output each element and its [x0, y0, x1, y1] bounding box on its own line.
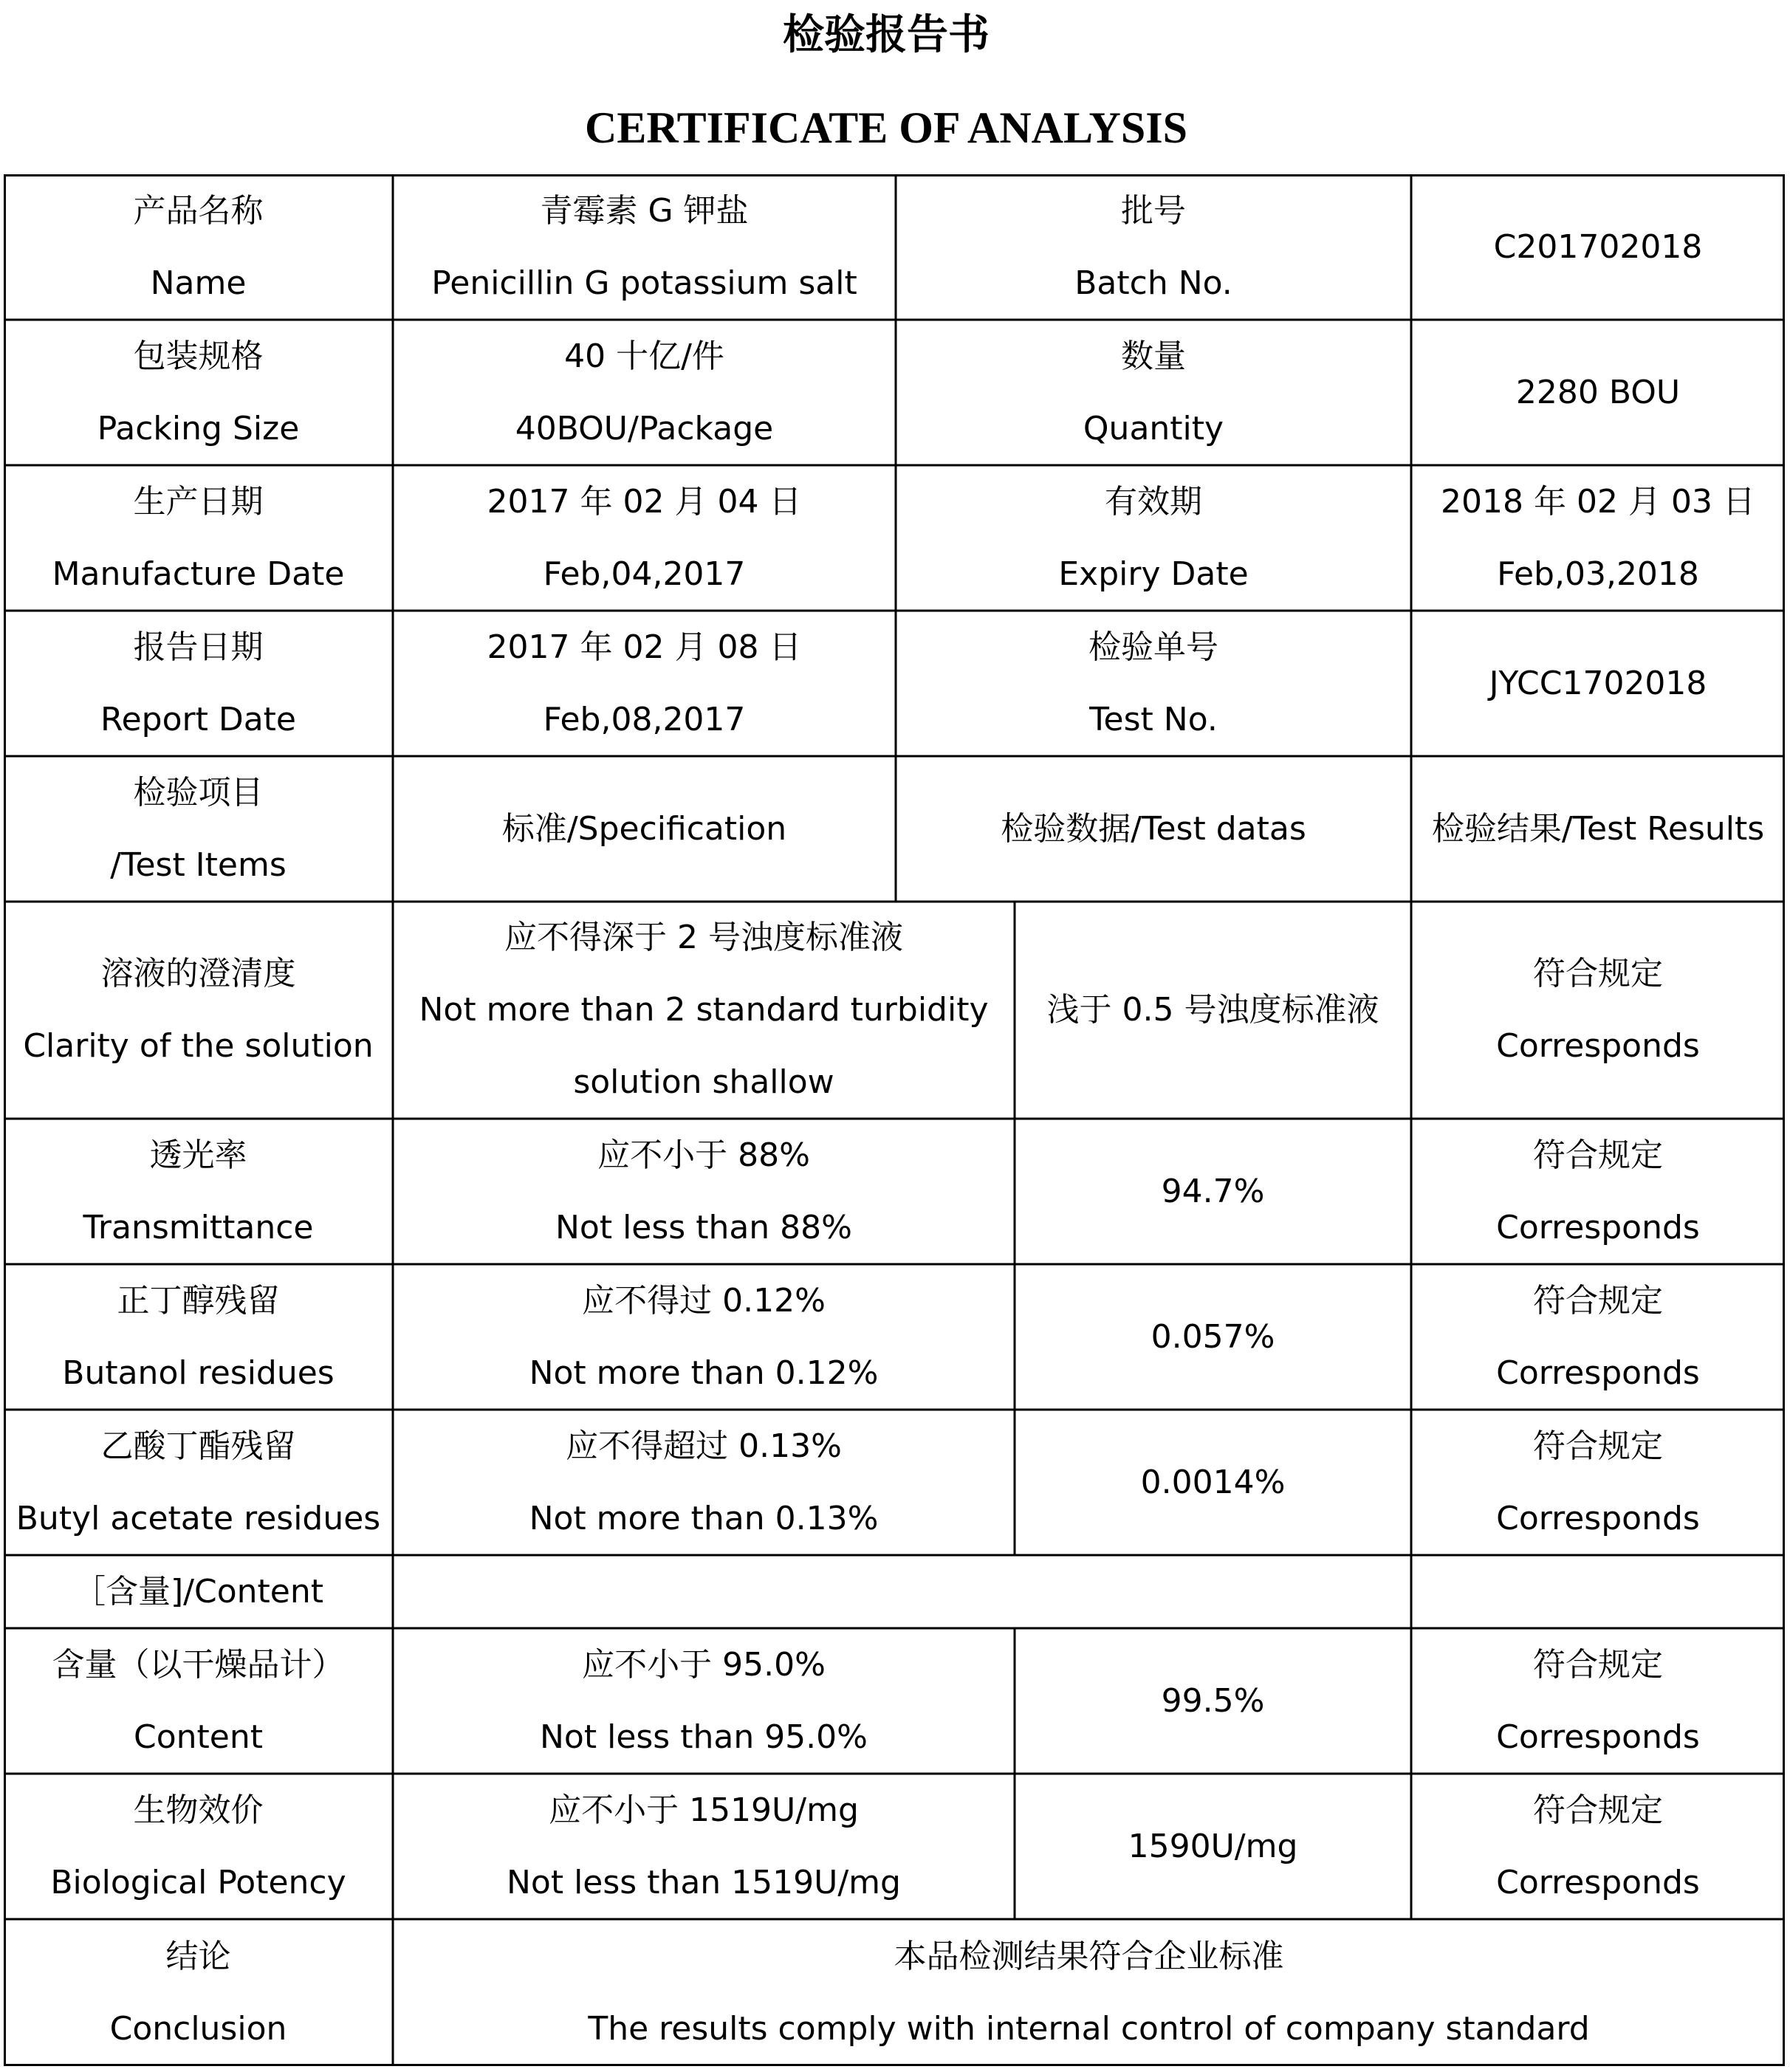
- quantity-label-cn: 数量: [1121, 337, 1186, 375]
- expiry-value-cell: [1411, 465, 1785, 611]
- test-items-header-en: /Test Items: [110, 845, 287, 884]
- content-result-cn: 符合规定: [1533, 1645, 1663, 1684]
- conclusion-text-en: The results comply with internal control of company standard: [588, 2009, 1590, 2048]
- expiry-value-en: Feb,03,2018: [1497, 555, 1699, 593]
- mfg-label-en: Manufacture Date: [52, 555, 345, 593]
- report-label-cn: 报告日期: [133, 628, 264, 666]
- content-data-cell: [1015, 1628, 1411, 1774]
- expiry-label-cell: [896, 465, 1411, 611]
- content-spec-cn: 应不小于 95.0%: [582, 1645, 826, 1684]
- report-label-en: Report Date: [100, 700, 296, 738]
- packing-label-cell: [4, 320, 393, 465]
- butanol-result-cell: [1411, 1264, 1785, 1410]
- content-result-cell: [1411, 1628, 1785, 1774]
- potency-name-en: Biological Potency: [50, 1863, 346, 1901]
- conclusion-label-cn: 结论: [165, 1937, 231, 1975]
- conclusion-text-cell: [393, 1919, 1785, 2066]
- expiry-value-cn: 2018 年 02 月 03 日: [1441, 482, 1755, 521]
- content-section-cell: [4, 1555, 393, 1628]
- document-title-cn: 检验报告书: [783, 11, 990, 59]
- butanol-data-cell: [1015, 1264, 1411, 1410]
- report-value-cn: 2017 年 02 月 08 日: [487, 628, 802, 666]
- name-value-cn: 青霉素 G 钾盐: [540, 191, 749, 230]
- mfg-value-cell: [393, 465, 896, 611]
- potency-spec-cell: [393, 1774, 1015, 1919]
- transmittance-result-cell: [1411, 1119, 1785, 1264]
- specification-header: [393, 756, 896, 902]
- test-items-header-cn: 检验项目: [133, 773, 264, 812]
- butanol-name-en: Butanol residues: [62, 1354, 335, 1392]
- content-data: 99.5%: [1161, 1681, 1265, 1720]
- expiry-label-en: Expiry Date: [1058, 555, 1249, 593]
- batch-label-cell: [896, 174, 1411, 320]
- mfg-label-cell: [4, 465, 393, 611]
- butanol-spec-cn: 应不得过 0.12%: [582, 1281, 826, 1320]
- transmittance-result-cn: 符合规定: [1533, 1136, 1663, 1174]
- butyl-acetate-data-cell: [1015, 1410, 1411, 1555]
- clarity-spec-en-line1: Not more than 2 standard turbidity: [419, 991, 989, 1029]
- batch-label-cn: 批号: [1121, 191, 1186, 230]
- conclusion-label-en: Conclusion: [109, 2009, 287, 2048]
- conclusion-label-cell: [4, 1919, 393, 2066]
- content-spec-cell: [393, 1628, 1015, 1774]
- potency-spec-en: Not less than 1519U/mg: [507, 1863, 901, 1901]
- analysis-table: [4, 174, 1785, 2066]
- testno-label-en: Test No.: [1089, 700, 1218, 738]
- test-data-header-label: 检验数据/Test datas: [1001, 809, 1306, 848]
- potency-result-en: Corresponds: [1496, 1863, 1700, 1901]
- potency-spec-cn: 应不小于 1519U/mg: [549, 1791, 859, 1829]
- testno-value: JYCC1702018: [1489, 664, 1707, 702]
- content-name-cn: 含量（以干燥品计）: [52, 1645, 345, 1684]
- quantity-value: 2280 BOU: [1515, 373, 1681, 411]
- test-results-header: [1411, 756, 1785, 902]
- conclusion-text-cn: 本品检测结果符合企业标准: [894, 1937, 1284, 1975]
- butanol-name-cn: 正丁醇残留: [117, 1281, 280, 1320]
- test-results-header-label: 检验结果/Test Results: [1431, 809, 1765, 848]
- butyl-acetate-result-cell: [1411, 1410, 1785, 1555]
- name-label-en: Name: [150, 264, 247, 302]
- butyl-acetate-spec-cell: [393, 1410, 1015, 1555]
- transmittance-data: 94.7%: [1161, 1172, 1265, 1210]
- quantity-value-cell: [1411, 320, 1785, 465]
- batch-value-cell: [1411, 174, 1785, 320]
- mfg-label-cn: 生产日期: [133, 482, 264, 521]
- potency-name-cell: [4, 1774, 393, 1919]
- butanol-data: 0.057%: [1151, 1317, 1275, 1356]
- name-label-cn: 产品名称: [133, 191, 264, 230]
- content-section-label: ［含量]/Content: [73, 1572, 323, 1610]
- quantity-label-cell: [896, 320, 1411, 465]
- butanol-spec-en: Not more than 0.12%: [529, 1354, 879, 1392]
- report-value-en: Feb,08,2017: [543, 700, 746, 738]
- content-spec-en: Not less than 95.0%: [540, 1718, 868, 1756]
- butyl-acetate-result-en: Corresponds: [1496, 1499, 1700, 1537]
- transmittance-name-cell: [4, 1119, 393, 1264]
- transmittance-spec-cn: 应不小于 88%: [597, 1136, 810, 1174]
- expiry-label-cn: 有效期: [1105, 482, 1202, 521]
- butyl-acetate-spec-en: Not more than 0.13%: [529, 1499, 879, 1537]
- potency-data: 1590U/mg: [1128, 1827, 1298, 1865]
- potency-result-cell: [1411, 1774, 1785, 1919]
- butanol-spec-cell: [393, 1264, 1015, 1410]
- testno-label-cell: [896, 611, 1411, 756]
- mfg-value-en: Feb,04,2017: [543, 555, 746, 593]
- specification-header-label: 标准/Specification: [501, 809, 787, 848]
- batch-label-en: Batch No.: [1074, 264, 1232, 302]
- clarity-name-en: Clarity of the solution: [23, 1027, 374, 1065]
- butyl-acetate-name-en: Butyl acetate residues: [16, 1499, 381, 1537]
- butyl-acetate-data: 0.0014%: [1140, 1463, 1286, 1501]
- transmittance-result-en: Corresponds: [1496, 1208, 1700, 1246]
- clarity-spec-cn: 应不得深于 2 号浊度标准液: [504, 919, 903, 956]
- transmittance-spec-en: Not less than 88%: [555, 1208, 852, 1246]
- potency-data-cell: [1015, 1774, 1411, 1919]
- content-name-en: Content: [134, 1718, 263, 1756]
- butyl-acetate-name-cell: [4, 1410, 393, 1555]
- potency-result-cn: 符合规定: [1533, 1791, 1663, 1829]
- transmittance-spec-cell: [393, 1119, 1015, 1264]
- butyl-acetate-spec-cn: 应不得超过 0.13%: [566, 1427, 842, 1465]
- packing-label-cn: 包装规格: [133, 337, 264, 375]
- packing-value-en: 40BOU/Package: [515, 409, 774, 447]
- transmittance-data-cell: [1015, 1119, 1411, 1264]
- quantity-label-en: Quantity: [1083, 409, 1224, 447]
- clarity-result-en: Corresponds: [1496, 1027, 1700, 1065]
- clarity-name-cell: [4, 902, 393, 1119]
- testno-label-cn: 检验单号: [1088, 628, 1218, 666]
- batch-value: C201702018: [1493, 227, 1703, 266]
- report-label-cell: [4, 611, 393, 756]
- packing-value-cn: 40 十亿/件: [564, 337, 724, 375]
- testno-value-cell: [1411, 611, 1785, 756]
- packing-value-cell: [393, 320, 896, 465]
- butanol-result-cn: 符合规定: [1533, 1281, 1663, 1320]
- name-label-cell: [4, 174, 393, 320]
- clarity-spec-cell: [393, 902, 1015, 1119]
- transmittance-name-en: Transmittance: [83, 1208, 314, 1246]
- test-items-header: [4, 756, 393, 902]
- transmittance-name-cn: 透光率: [149, 1136, 247, 1174]
- butanol-result-en: Corresponds: [1496, 1354, 1700, 1392]
- test-data-header: [896, 756, 1411, 902]
- document-title-en: CERTIFICATE OF ANALYSIS: [585, 103, 1187, 152]
- name-value-en: Penicillin G potassium salt: [431, 264, 857, 302]
- butanol-name-cell: [4, 1264, 393, 1410]
- clarity-result-cell: [1411, 902, 1785, 1119]
- clarity-spec-en-line2: solution shallow: [573, 1063, 834, 1101]
- clarity-data-cell: [1015, 902, 1411, 1119]
- name-value-cell: [393, 174, 896, 320]
- report-value-cell: [393, 611, 896, 756]
- mfg-value-cn: 2017 年 02 月 04 日: [487, 482, 802, 521]
- content-name-cell: [4, 1628, 393, 1774]
- butyl-acetate-result-cn: 符合规定: [1533, 1427, 1663, 1465]
- butyl-acetate-name-cn: 乙酸丁酯残留: [100, 1427, 296, 1465]
- packing-label-en: Packing Size: [97, 409, 300, 447]
- clarity-result-cn: 符合规定: [1533, 955, 1663, 992]
- clarity-name-cn: 溶液的澄清度: [100, 955, 296, 992]
- content-result-en: Corresponds: [1496, 1718, 1700, 1756]
- clarity-data: 浅于 0.5 号浊度标准液: [1046, 991, 1379, 1029]
- potency-name-cn: 生物效价: [133, 1791, 264, 1829]
